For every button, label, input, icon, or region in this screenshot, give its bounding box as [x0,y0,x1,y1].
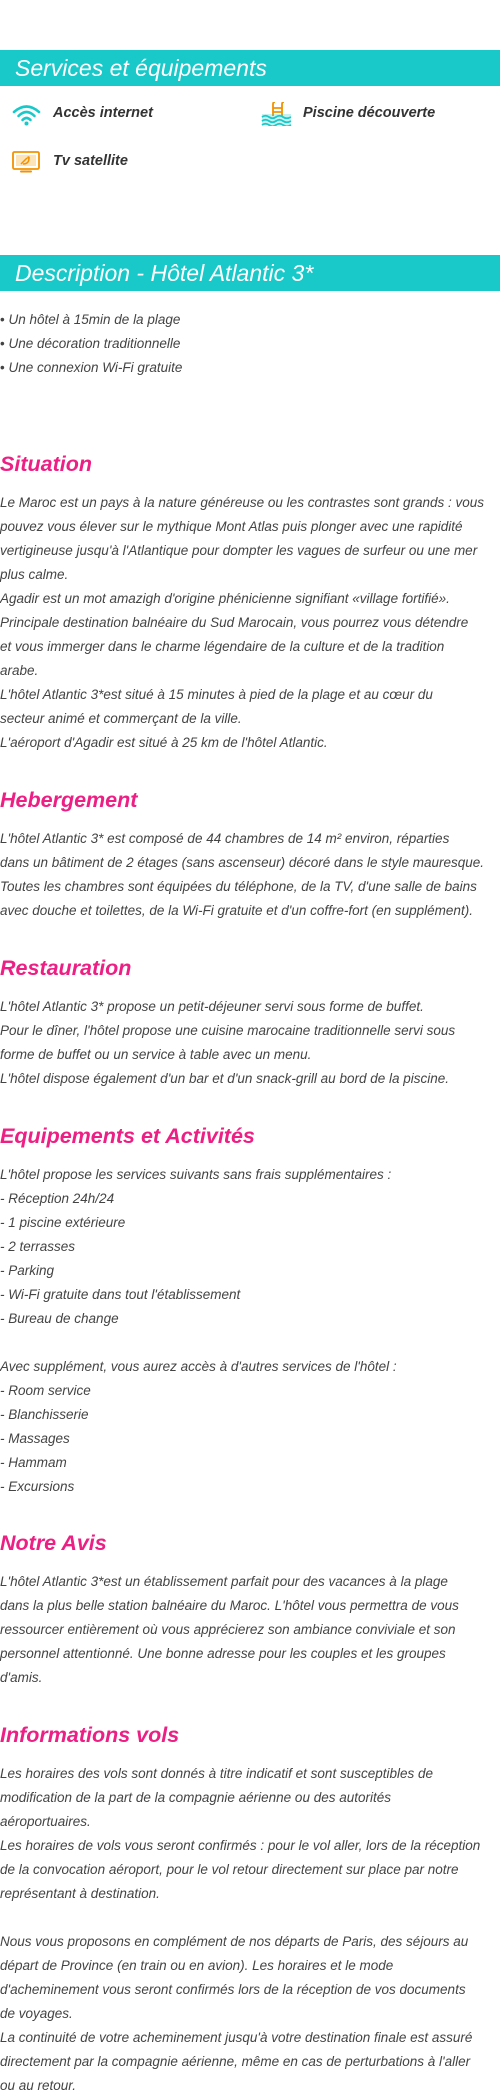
page [0,50,500,380]
wifi-icon [10,102,43,126]
section-title: Situation [0,452,92,476]
equipment-item-pool [250,102,500,150]
pool-icon [260,102,293,126]
section-body: L'hôtel propose les services suivants sans frais supplémentaires : - Réception 24h/24 - 1 piscine extérieure - 2 terrasses - Parking - Wi-Fi gratuite dans tout l'établissement - Bureau de change Avec supplément, vous aurez accès à d'autres services de l'hôtel : - Room service - Blanchisserie - Massages - Hammam - Excursions [0,1167,397,1494]
list-item: • Une connexion Wi-Fi gratuite [0,356,500,380]
section-equipements [0,1121,500,1499]
section-title: Equipements et Activités [0,1124,255,1148]
section-body: L'hôtel Atlantic 3* propose un petit-déjeuner servi sous forme de buffet. Pour le dîner, l'hôtel propose une cuisine marocaine traditionnelle servi sous forme de buffet ou un service à table avec un menu. L'hôtel dispose également d'un bar et d'un snack-grill au bord de la piscine. [0,999,456,1086]
description-banner: Description - Hôtel Atlantic 3* [0,255,500,291]
section-restauration [0,953,500,1091]
list-item: • Une décoration traditionnelle [0,332,500,356]
list-item: • Un hôtel à 15min de la plage [0,308,500,332]
section-informations-vols [0,1720,500,2098]
section-situation [0,449,500,755]
services-banner: Services et équipements [0,50,500,86]
section-title: Hebergement [0,788,138,812]
equipment-label: Piscine découverte [303,105,436,121]
section-hebergement [0,785,500,923]
equipment-item-internet [0,102,250,150]
equipment-item-tv [0,150,250,198]
section-title: Restauration [0,956,132,980]
section-body: Le Maroc est un pays à la nature généreuse ou les contrastes sont grands : vous pouvez vous élever sur le mythique Mont Atlas puis plonger avec une rapidité vertigineuse jusqu'à l'Atlantique pour dompter les vagues de surfeur ou une mer plus calme. Agadir est un mot amazigh d'origine phénicienne signifiant «village fortifié». Principale destination balnéaire du Sud Marocain, vous pourrez vous détendre et vous immerger dans le charme légendaire de la culture et de la tradition arabe. L'hôtel Atlantic 3*est situé à 15 minutes à pied de la plage et au cœur du secteur animé et commerçant de la ville. L'aéroport d'Agadir est situé à 25 km de l'hôtel Atlantic. [0,495,485,750]
section-body: L'hôtel Atlantic 3* est composé de 44 chambres de 14 m² environ, réparties dans un bâtiment de 2 étages (sans ascenseur) décoré dans le style mauresque. Toutes les chambres sont équipées du téléphone, de la TV, d'une salle de bains avec douche et toilettes, de la Wi-Fi gratuite et d'un coffre-fort (en supplément). [0,831,485,918]
section-body: L'hôtel Atlantic 3*est un établissement parfait pour des vacances à la plage dans la plus belle station balnéaire du Maroc. L'hôtel vous permettra de vous ressourcer entièrement où vous apprécierez son ambiance conviviale et son personnel attentionné. Une bonne adresse pour les couples et les groupes d'amis. [0,1574,459,1685]
tv-icon [10,150,43,174]
section-title: Notre Avis [0,1531,107,1555]
highlights-list [0,308,500,380]
equipment-label: Tv satellite [53,153,128,169]
section-body: Les horaires des vols sont donnés à titre indicatif et sont susceptibles de modification de la part de la compagnie aérienne ou des autorités aéroportuaires. Les horaires de vols vous seront confirmés : pour le vol aller, lors de la réception de la convocation aéroport, pour le vol retour directement sur place par notre représentant à destination. Nous vous proposons en complément de nos départs de Paris, des séjours au départ de Province (en train ou en avion). Les horaires et le mode d'acheminement vous seront confirmés lors de la réception de vos documents de voyages. La continuité de votre acheminement jusqu'à votre destination finale est assuré directement par la compagnie aérienne, même en cas de perturbations à l'aller ou au retour. [0,1766,481,2093]
equipment-list [0,86,500,198]
section-notre-avis [0,1528,500,1690]
equipment-label: Accès internet [53,105,153,121]
section-title: Informations vols [0,1723,180,1747]
